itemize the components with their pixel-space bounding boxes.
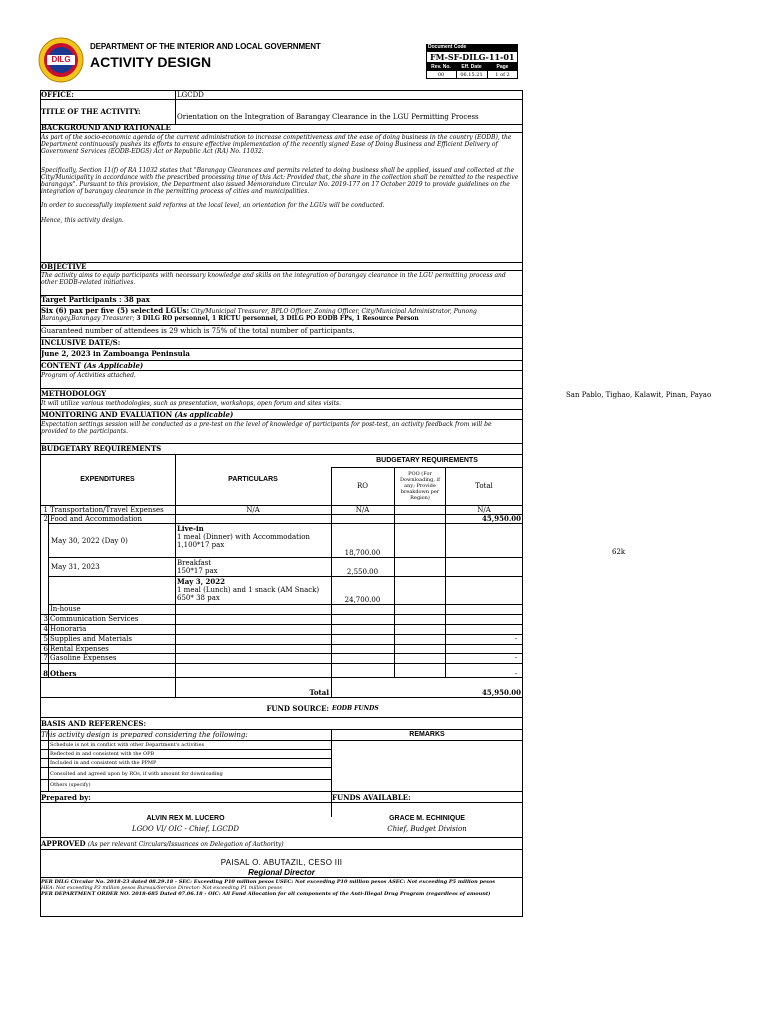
- doc-code-label: Document Code: [426, 44, 518, 51]
- approved-note: (As per relevant Circulars/Issuances on Delegation of Authority): [87, 841, 284, 848]
- background-p2: Specifically, Section 11(f) of RA 11032 states that "Barangay Clearances and permits related to doing business shall be applied, issued and collected at the City/Municipality in accordance with the prescribed processing time of this Act: Provided that, the share in the collection shall be remitted to the respective barangays". Pursuant to this provision, the Department also issued Memorandum Circular No. 2019-177 on 17 October 2019 to provide guidelines on the integration of barangay clearance in the permitting process of cities and municipalities.: [41, 167, 519, 195]
- row-6-name: Rental Expenses: [50, 645, 109, 653]
- funds-name: GRACE M. ECHINIQUE: [389, 815, 465, 822]
- prepared-title: LGOO VI/ OIC - Chief, LGCDD: [132, 825, 239, 833]
- objective-label: OBJECTIVE: [41, 262, 87, 271]
- day-2-particulars: [177, 578, 319, 602]
- background-p4: Hence, this activity design.: [41, 217, 124, 224]
- background-p3: In order to successfully implement said reforms at the local level, an orientation for the LGUs will be conducted.: [41, 202, 385, 209]
- col-poo: POO (For Downloading, if any; Provide breakdown per Region): [400, 471, 440, 501]
- col-ro: RO: [356, 482, 368, 490]
- activity-title-value: Orientation on the Integration of Barangay Clearance in the LGU Permitting Process: [177, 113, 479, 121]
- form-frame: [40, 90, 523, 917]
- row-7-total: -: [514, 654, 517, 662]
- participants-breakdown: [41, 307, 519, 322]
- eff-label: Eff. Date: [461, 64, 482, 70]
- col-particulars: PARTICULARS: [228, 476, 278, 483]
- budget-label: BUDGETARY REQUIREMENTS: [41, 444, 162, 453]
- row-7-no: 7: [43, 654, 48, 662]
- row-4-no: 4: [43, 625, 48, 633]
- day-1-line2: 150*17 pax: [177, 567, 218, 575]
- row-6-no: 6: [43, 645, 48, 653]
- basis-item-3: Included in and consistent with the PPMP: [50, 760, 157, 766]
- approved-heading: [41, 840, 284, 849]
- row-5-name: Supplies and Materials: [50, 635, 132, 643]
- dates-value: June 2, 2023 in Zamboanga Peninsula: [41, 349, 190, 358]
- row-8-no: 8: [43, 669, 48, 678]
- row-1-total: N/A: [477, 506, 491, 514]
- basis-intro: This activity design is prepared considering the following:: [41, 731, 248, 739]
- target-participants: Target Participants : 38 pax: [41, 295, 150, 304]
- department-name: DEPARTMENT OF THE INTERIOR AND LOCAL GOVERNMENT: [90, 42, 321, 51]
- page-title: ACTIVITY DESIGN: [90, 54, 212, 70]
- side-note-barangays: San Pablo, Tighao, Kalawit, Pinan, Payao: [566, 391, 712, 399]
- document-code-box: [426, 44, 518, 86]
- remarks-header: REMARKS: [409, 731, 445, 738]
- rev-value: 00: [437, 72, 445, 78]
- row-2-name: Food and Accommodation: [50, 515, 143, 523]
- footnote-2: HEA: Not exceeding P3 million pesos Bureau/Service Director: Not exceeding P1 million pesos: [41, 885, 282, 891]
- footnote-3: PER DEPARTMENT ORDER NO. 2018-685 Dated 07.06.18 - OIC: All Fund Allocation for all components of the Anti-Illegal Drug Program (regardless of amount): [41, 891, 491, 897]
- objective-text: The activity aims to equip participants with necessary knowledge and skills on the integration of barangay clearance in the LGU permitting process and other EODB-related initiatives.: [41, 272, 506, 286]
- participants-positions: City/Municipal Treasurer, BPLO Officer, Zoning Officer, City/Municipal Administrator, Punong Barangay,Barangay Treasurer;: [41, 308, 477, 322]
- logo-text: DILG: [51, 55, 71, 64]
- day-2-date: May 3, 2022: [177, 577, 226, 586]
- methodology-label: METHODOLOGY: [41, 389, 107, 398]
- day-2-line1: 1 meal (Lunch) and 1 snack (AM Snack): [177, 586, 320, 594]
- content-heading: [41, 362, 143, 370]
- row-5-no: 5: [43, 635, 48, 643]
- funds-available-label: FUNDS AVAILABLE:: [332, 793, 411, 802]
- monitoring-label: MONITORING AND EVALUATION: [41, 410, 173, 419]
- background-p1: As part of the socio-economic agenda of the current administration to increase competitiveness and the ease of doing business in the country (EODB), the Department continuously pushes its efforts to ensure effective implementation of the recently signed Ease of Doing Business and Efficient Delivery of Government Services (EODB-EDGS) Act or Republic Act (RA) No. 11032.: [41, 134, 512, 155]
- row-8-total: -: [514, 670, 517, 678]
- content-note: (As Applicable): [83, 361, 144, 370]
- col-total: Total: [475, 482, 493, 490]
- approved-label: APPROVED: [41, 839, 86, 848]
- page-label: Page: [496, 64, 509, 70]
- fund-source-label: FUND SOURCE:: [266, 704, 329, 713]
- participants-lgus: Six (6) pax per five (5) selected LGUs:: [41, 306, 190, 315]
- row-7-name: Gasoline Expenses: [50, 654, 117, 662]
- footnote-1: PER DILG Circular No. 2018-23 dated 08.29.18 - SEC: Exceeding P10 million pesos USEC: Not exceeding P10 million pesos ASEC: Not exceeding P5 million pesos: [41, 879, 496, 885]
- row-2-total: 45,950.00: [482, 514, 521, 523]
- col-expenditures: EXPENDITURES: [80, 476, 135, 483]
- row-1-particulars: N/A: [246, 506, 260, 514]
- office-value: LGCDD: [177, 91, 204, 99]
- day-2-ro: 24,700.00: [344, 596, 381, 604]
- funds-title: Chief, Budget Division: [387, 825, 467, 833]
- participants-dilg: 3 DILG RO personnel, 1 RICTU personnel, 3 DILG PO EODB FPs, 1 Resource Person: [136, 315, 419, 322]
- rev-label: Rev. No.: [431, 64, 451, 70]
- monitoring-value: Expectation settings session will be conducted as a pre-test on the level of knowledge of participants for post-test, an activity feedback from will be provided to the participants.: [41, 421, 492, 435]
- row-1-no: 1: [43, 506, 48, 514]
- inhouse-label: In-house: [50, 605, 81, 613]
- basis-item-5: Others (specify): [50, 782, 91, 788]
- day-0-line2: 1,100*17 pax: [177, 541, 225, 549]
- basis-item-4: Consulted and agreed upon by ROs, if with amount for downloading: [50, 771, 223, 777]
- basis-label: BASIS AND REFERENCES:: [41, 719, 147, 728]
- methodology-value: It will utilize various methodologies, such as presentation, workshops, open forum and sites visits.: [41, 400, 341, 407]
- day-0-line1: 1 meal (Dinner) with Accommodation: [177, 533, 310, 541]
- day-0-date: May 30, 2022 (Day 0): [51, 537, 128, 545]
- row-2-no: 2: [43, 515, 48, 523]
- fund-source-value: EODB FUNDS: [332, 705, 379, 712]
- row-1-ro: N/A: [355, 506, 370, 514]
- col-budgetary: BUDGETARY REQUIREMENTS: [376, 457, 478, 464]
- row-5-total: -: [514, 635, 517, 643]
- prepared-name: ALVIN REX M. LUCERO: [146, 815, 225, 822]
- basis-item-1: Schedule is not in conflict with other Department's activities: [50, 742, 205, 748]
- day-1-ro: 2,550.00: [346, 568, 379, 576]
- monitoring-note: (As applicable): [174, 410, 234, 419]
- side-note-total: 62k: [612, 548, 626, 556]
- dilg-logo: [38, 37, 84, 83]
- eff-value: 06.15.21: [460, 72, 483, 78]
- monitoring-heading: [41, 411, 233, 419]
- background-label: BACKGROUND AND RATIONALE: [41, 123, 171, 132]
- row-4-name: Honoraria: [50, 625, 87, 633]
- approver-name: PAISAL O. ABUTAZIL, CESO III: [220, 858, 343, 867]
- day-0-livein: Live-in: [177, 524, 204, 533]
- prepared-by-label: Prepared by:: [41, 793, 91, 802]
- office-label: OFFICE:: [41, 90, 74, 99]
- content-value: Program of Activities attached.: [41, 372, 136, 379]
- row-1-name: Transportation/Travel Expenses: [50, 506, 164, 514]
- row-3-name: Communication Services: [50, 615, 139, 623]
- day-2-line2: 650* 38 pax: [177, 594, 220, 602]
- page-value: 1 of 2: [495, 72, 510, 78]
- content-label: CONTENT: [41, 361, 82, 370]
- day-0-ro: 18,700.00: [344, 549, 381, 557]
- doc-code-value: FM-SF-DILG-11-01: [426, 51, 518, 63]
- total-value: 45,950.00: [482, 688, 521, 697]
- dates-label: INCLUSIVE DATE/S:: [41, 338, 121, 347]
- row-8-name: Others: [50, 669, 77, 678]
- row-3-no: 3: [43, 615, 48, 623]
- day-0-particulars: [177, 525, 310, 549]
- participants-guarantee: Guaranteed number of attendees is 29 which is 75% of the total number of participants.: [41, 327, 355, 335]
- day-1-date: May 31, 2023: [51, 563, 100, 571]
- total-label: Total: [309, 688, 329, 697]
- day-1-line1: Breakfast: [177, 559, 212, 567]
- activity-title-label: TITLE OF THE ACTIVITY:: [41, 107, 141, 116]
- day-1-particulars: [177, 559, 218, 575]
- basis-item-2: Reflected in and consistent with the OPB: [50, 751, 155, 757]
- approver-title: Regional Director: [248, 868, 315, 877]
